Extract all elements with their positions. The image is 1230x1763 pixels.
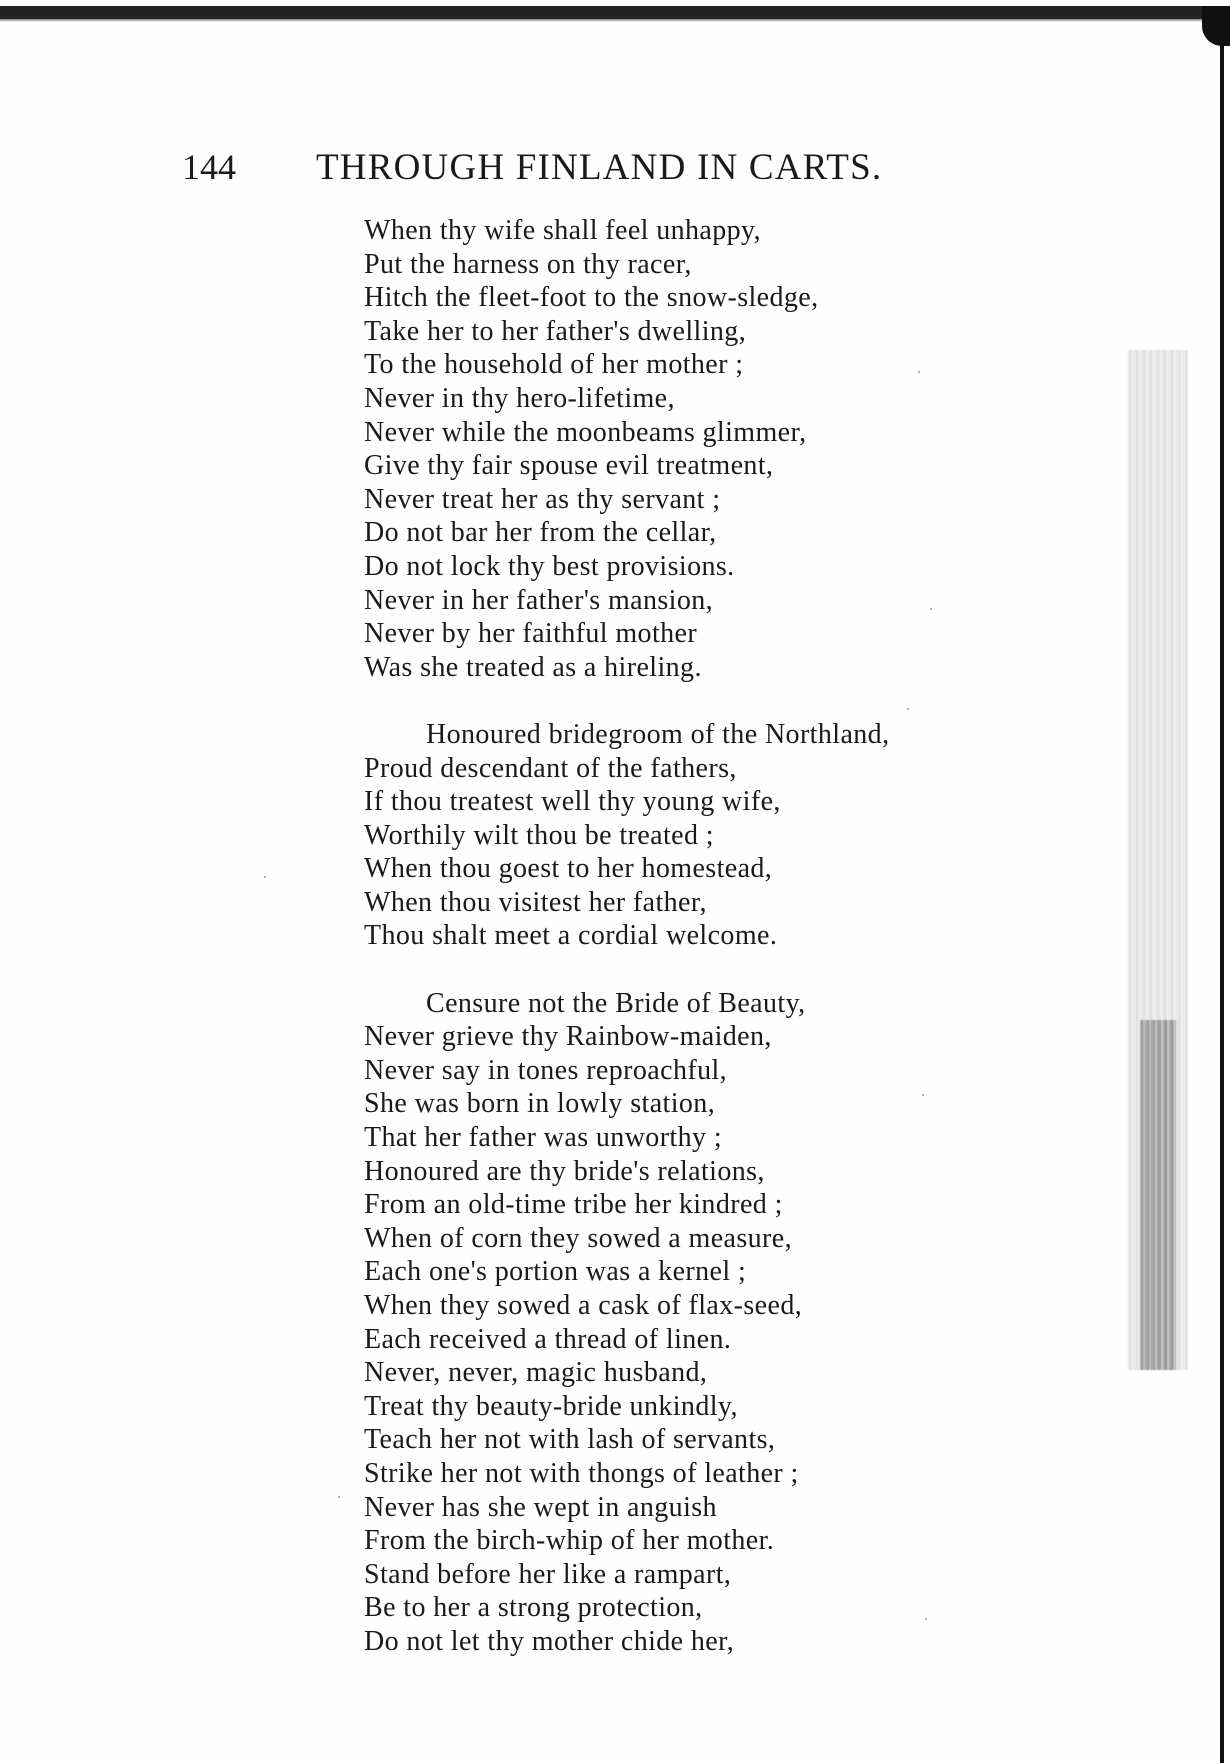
print-speck <box>930 608 932 610</box>
poem-line: When they sowed a cask of flax-seed, <box>364 1290 803 1321</box>
right-corner-shadow <box>1202 6 1230 46</box>
right-page-edge <box>1220 20 1224 1763</box>
print-speck <box>338 1496 340 1498</box>
poem-line: Honoured are thy bride's relations, <box>364 1155 765 1187</box>
poem-line: From an old-time tribe her kindred ; <box>364 1189 783 1221</box>
poem-line: Was she treated as a hireling. <box>364 651 702 683</box>
poem-line: Stand before her like a rampart, <box>364 1558 732 1590</box>
poem-line: Do not bar her from the cellar, <box>364 517 717 549</box>
binding-shadow-dark <box>1140 1020 1176 1370</box>
poem-line: Never in her father's mansion, <box>364 584 714 616</box>
print-speck <box>925 1618 927 1620</box>
poem-line: Never say in tones reproachful, <box>364 1054 728 1086</box>
print-speck <box>922 1094 924 1096</box>
poem-body <box>364 214 1084 1659</box>
poem-line: Strike her not with thongs of leather ; <box>364 1457 799 1489</box>
poem-line: Never by her faithful mother <box>364 618 698 650</box>
poem-line: That her father was unworthy ; <box>364 1122 722 1154</box>
poem-line: Be to her a strong protection, <box>364 1592 703 1624</box>
poem-line: If thou treatest well thy young wife, <box>364 786 781 818</box>
stanza-2 <box>364 718 1084 953</box>
poem-line: Honoured bridegroom of the Northland, <box>426 718 890 750</box>
print-speck <box>264 876 266 878</box>
page-title: THROUGH FINLAND IN CARTS. <box>316 147 883 188</box>
print-speck <box>918 371 920 373</box>
poem-line: Give thy fair spouse evil treatment, <box>364 450 774 482</box>
page-number: 144 <box>182 147 236 187</box>
poem-line: Worthily wilt thou be treated ; <box>364 819 714 851</box>
stanza-3 <box>364 987 1084 1659</box>
top-page-edge-shadow <box>0 6 1222 19</box>
poem-line: When thou visitest her father, <box>364 886 707 918</box>
poem-line: From the birch-whip of her mother. <box>364 1525 775 1557</box>
poem-line: Hitch the fleet-foot to the snow-sledge, <box>364 282 819 314</box>
poem-line: Do not lock thy best provisions. <box>364 550 735 582</box>
poem-line: When of corn they sowed a measure, <box>364 1222 792 1254</box>
poem-line: Never grieve thy Rainbow-maiden, <box>364 1021 772 1053</box>
poem-line: Never treat her as thy servant ; <box>364 483 721 515</box>
poem-line: Teach her not with lash of servants, <box>364 1424 776 1456</box>
poem-line: Take her to her father's dwelling, <box>364 315 747 347</box>
poem-line: When thou goest to her homestead, <box>364 853 773 885</box>
poem-line: Treat thy beauty-bride unkindly, <box>364 1390 738 1422</box>
poem-line: Proud descendant of the fathers, <box>364 752 737 784</box>
poem-line: Put the harness on thy racer, <box>364 248 692 280</box>
print-speck <box>907 708 909 710</box>
stanza-1 <box>364 214 1084 684</box>
poem-line: Never, never, magic husband, <box>364 1357 708 1389</box>
running-head <box>182 146 1002 194</box>
top-page-edge-fade <box>0 19 1222 22</box>
poem-line: Never has she wept in anguish <box>364 1491 717 1523</box>
poem-line: Do not let thy mother chide her, <box>364 1625 735 1657</box>
poem-line: Never in thy hero-lifetime, <box>364 382 675 414</box>
poem-line: When thy wife shall feel unhappy, <box>364 215 762 246</box>
poem-line: To the household of her mother ; <box>364 349 744 381</box>
poem-line: Censure not the Bride of Beauty, <box>426 987 806 1019</box>
poem-line: Never while the moonbeams glimmer, <box>364 416 807 448</box>
poem-line: She was born in lowly station, <box>364 1088 716 1120</box>
poem-line: Each received a thread of linen. <box>364 1323 732 1355</box>
poem-line: Each one's portion was a kernel ; <box>364 1256 747 1288</box>
poem-line: Thou shalt meet a cordial welcome. <box>364 920 778 952</box>
